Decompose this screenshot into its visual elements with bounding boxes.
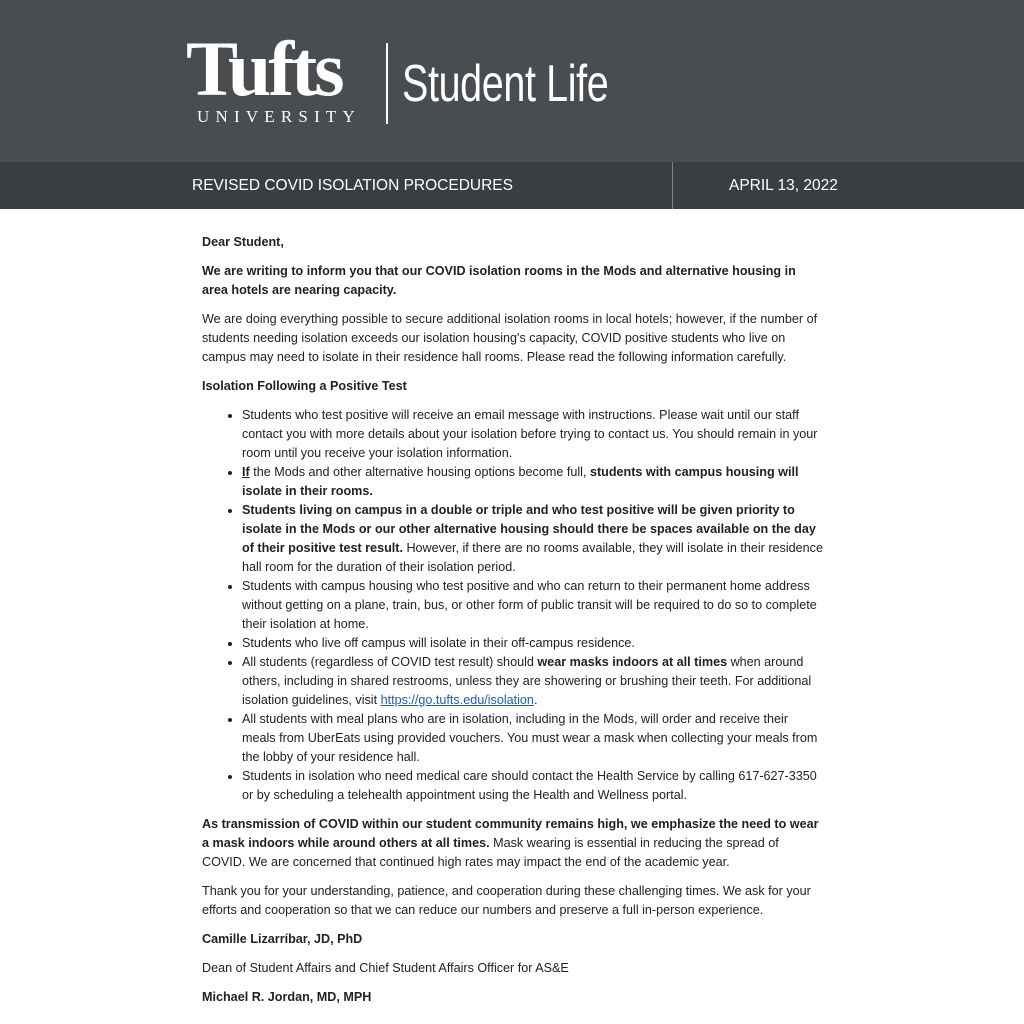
signature-name: Camille Lizarríbar, JD, PhD — [202, 932, 363, 946]
list-item: • If the Mods and other alternative housing options become full, students with campus housing will isolate in their rooms. — [242, 463, 824, 501]
logo-divider — [386, 43, 388, 124]
logo-tufts: Tufts — [186, 25, 342, 112]
header-banner — [0, 0, 1024, 162]
isolation-guidelines-link[interactable]: https://go.tufts.edu/isolation — [380, 693, 534, 707]
list-item: • Students living on campus in a double or triple and who test positive will be given priority to isolate in the Mods or our other alternative housing should there be spaces available on the day of their positive test result. However, if there are no rooms available, they will isolate in their residence hall room for the duration of their isolation period. — [242, 501, 824, 577]
section-heading: Isolation Following a Positive Test — [202, 379, 407, 393]
list-item: • Students who live off campus will isolate in their off-campus residence. — [242, 634, 824, 653]
list-item: • Students who test positive will receive an email message with instructions. Please wait until our staff contact you with more details about your isolation before trying to contact us. You should remain in your room until you receive your isolation information. — [242, 406, 824, 463]
list-item: • All students (regardless of COVID test result) should wear masks indoors at all times when around others, including in shared restrooms, unless they are showering or brushing their teeth. For additional isolation guidelines, visit https://go.tufts.edu/isolation. — [242, 653, 824, 710]
letter-body — [202, 233, 824, 1017]
salutation: Dear Student, — [202, 235, 284, 249]
list-item: • Students with campus housing who test positive and who can return to their permanent home address without getting on a plane, train, bus, or other form of public transit will be required to do so to complete their isolation at home. — [242, 577, 824, 634]
isolation-list — [202, 406, 824, 805]
title-bar — [0, 162, 1024, 209]
intro-paragraph: We are doing everything possible to secure additional isolation rooms in local hotels; however, if the number of students needing isolation exceeds our isolation housing's capacity, COVID positive students who live on campus may need to isolate in their residence hall rooms. Please read the following information carefully. — [202, 312, 818, 364]
title-divider — [672, 162, 673, 209]
list-item: • Students in isolation who need medical care should contact the Health Service by calling 617-627-3350 or by scheduling a telehealth appointment using the Health and Wellness portal. — [242, 767, 824, 805]
signature-name: Michael R. Jordan, MD, MPH — [202, 990, 372, 1004]
email-subject: REVISED COVID ISOLATION PROCEDURES — [192, 177, 513, 194]
intro-bold: We are writing to inform you that our COVID isolation rooms in the Mods and alternative housing in area hotels are nearing capacity. — [202, 264, 796, 297]
thanks-paragraph: Thank you for your understanding, patience, and cooperation during these challenging times. We ask for your efforts and cooperation so that we can reduce our numbers and preserve a full in-person experience. — [202, 884, 811, 917]
logo-university: UNIVERSITY — [197, 107, 361, 126]
list-item: • All students with meal plans who are in isolation, including in the Mods, will order and receive their meals from UberEats using provided vouchers. You must wear a mask when collecting your meals from the lobby of your residence hall. — [242, 710, 824, 767]
signature-title: Dean of Student Affairs and Chief Student Affairs Officer for AS&E — [202, 961, 569, 975]
transmission-paragraph: As transmission of COVID within our student community remains high, we emphasize the need to wear a mask indoors while around others at all times. Mask wearing is essential in reducing the spread of COVID. We are concerned that continued high rates may impact the end of the academic year. — [202, 817, 819, 869]
email-date: APRIL 13, 2022 — [729, 177, 838, 194]
logo-student-life: Student Life — [402, 55, 609, 113]
